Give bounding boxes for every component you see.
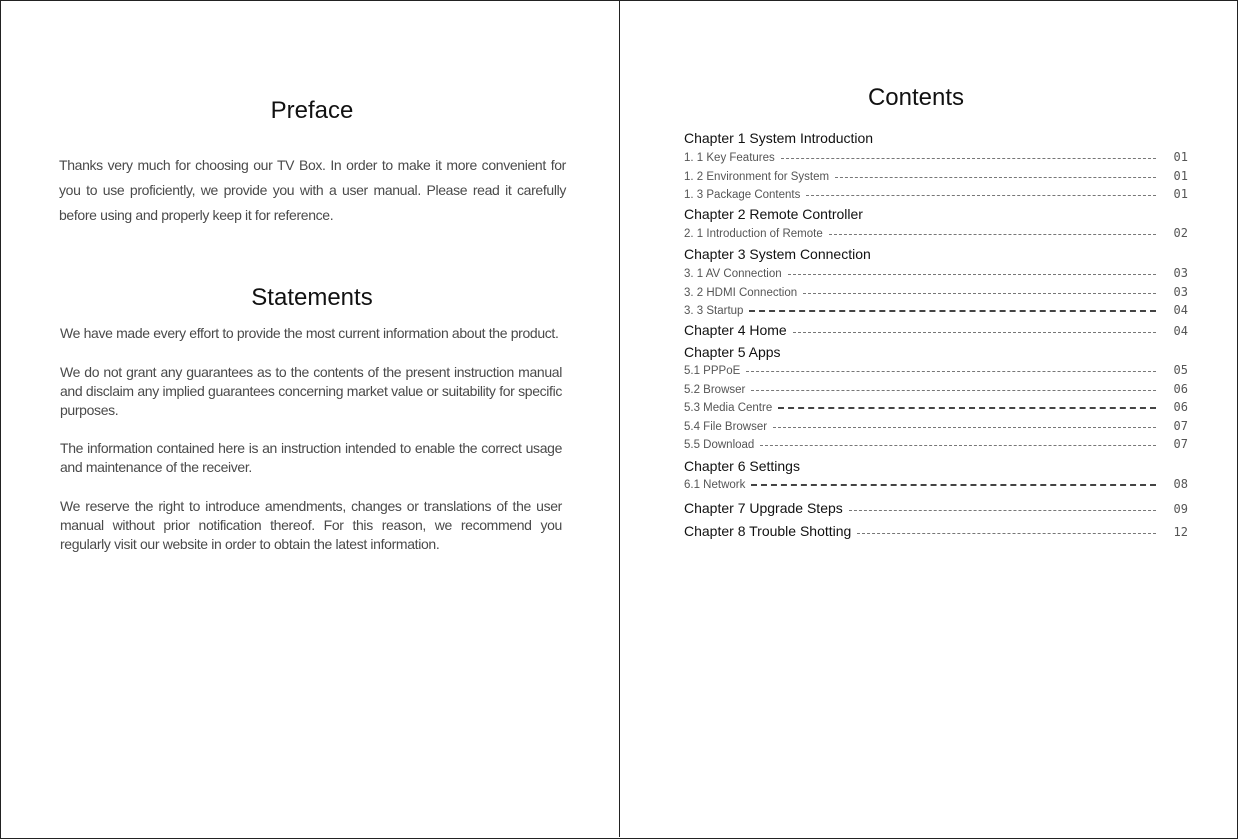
toc-leader [778,407,1156,409]
toc-leader [857,533,1156,534]
toc-chapter-entry [684,500,1188,516]
toc-page-number: 06 [1173,400,1188,414]
toc-leader [760,445,1156,446]
toc-entry [684,285,1188,299]
preface-title: Preface [270,97,354,124]
statement-paragraph: We do not grant any guarantees as to the contents of the present instruction manual and disclaim any implied guarantees concerning market value or suitability for specific purposes. [60,364,562,418]
toc-entry-label: 1. 1 Key Features [684,152,775,164]
toc-entry-label: 3. 1 AV Connection [684,268,782,280]
toc-entry [684,169,1188,183]
toc-leader [849,510,1156,511]
toc-entry-label: 5.5 Download [684,439,755,451]
toc-entry [684,400,1188,414]
toc-page-number: 08 [1173,477,1188,491]
toc-page-number: 09 [1173,502,1188,516]
toc-page-number: 03 [1173,266,1188,280]
toc-chapter-heading: Chapter 8 Trouble Shotting [684,523,852,539]
statements-title: Statements [251,284,373,311]
toc-entry [684,382,1188,396]
toc-entry [684,266,1188,280]
toc-entry-label: 3. 3 Startup [684,305,744,317]
toc-page-number: 07 [1173,437,1188,451]
toc-entry [684,150,1188,164]
toc-entry-label: 5.2 Browser [684,384,746,396]
toc-entry-label: 1. 3 Package Contents [684,189,801,201]
toc-entry-label: 5.3 Media Centre [684,402,773,414]
toc-leader [773,427,1156,428]
toc-leader [835,177,1156,178]
toc-page-number: 01 [1173,187,1188,201]
toc-page-number: 01 [1173,169,1188,183]
toc-leader [749,310,1156,312]
toc-entry [684,419,1188,433]
preface-paragraph: Thanks very much for choosing our TV Box. In order to make it more convenient for you to use proficiently, we provide you with a user manual. Please read it carefully before using and properly keep it for reference. [59,157,566,223]
toc-page-number: 01 [1173,150,1188,164]
toc-page-number: 07 [1173,419,1188,433]
toc-entry [684,477,1188,491]
toc-chapter-heading: Chapter 5 Apps [684,344,781,360]
toc-chapter-heading: Chapter 1 System Introduction [684,130,874,146]
left-page [0,0,619,837]
toc-entry [684,437,1188,451]
toc-entry [684,363,1188,377]
toc-entry [684,303,1188,317]
toc-chapter-heading: Chapter 6 Settings [684,458,800,474]
toc-chapter-entry [684,523,1188,539]
toc-entry-label: 6.1 Network [684,479,746,491]
toc-chapter-heading: Chapter 2 Remote Controller [684,206,863,222]
toc-leader [788,274,1156,275]
statement-paragraph: The information contained here is an instruction intended to enable the correct usage and maintenance of the receiver. [60,440,562,475]
toc-page-number: 03 [1173,285,1188,299]
toc-leader [803,293,1156,294]
toc-leader [806,195,1156,196]
toc-leader [829,234,1156,235]
toc-leader [781,158,1156,159]
toc-page-number: 12 [1173,525,1188,539]
toc-chapter-heading: Chapter 4 Home [684,322,787,338]
statement-paragraph: We have made every effort to provide the most current information about the product. [60,325,559,341]
toc-entry [684,226,1188,240]
statement-paragraph: We reserve the right to introduce amendments, changes or translations of the user manual without prior notification thereof. For this reason, we recommend you regularly visit our website in order to obtain the latest information. [60,498,562,552]
toc-leader [751,390,1156,391]
toc-leader [746,371,1156,372]
toc-entry-label: 5.4 File Browser [684,421,768,433]
right-page [620,0,1236,837]
toc-entry [684,187,1188,201]
toc-entry-label: 3. 2 HDMI Connection [684,287,798,299]
toc-entry-label: 2. 1 Introduction of Remote [684,228,823,240]
toc-page-number: 04 [1173,303,1188,317]
toc-page-number: 05 [1173,363,1188,377]
toc-page-number: 02 [1173,226,1188,240]
toc-entry-label: 5.1 PPPoE [684,365,741,377]
toc-leader [751,484,1156,486]
toc-page-number: 06 [1173,382,1188,396]
toc-page-number: 04 [1173,324,1188,338]
toc-chapter-heading: Chapter 7 Upgrade Steps [684,500,843,516]
toc-chapter-heading: Chapter 3 System Connection [684,246,871,262]
toc-leader [793,332,1156,333]
contents-title: Contents [867,84,965,111]
toc-entry-label: 1. 2 Environment for System [684,171,830,183]
toc-chapter-entry [684,322,1188,338]
